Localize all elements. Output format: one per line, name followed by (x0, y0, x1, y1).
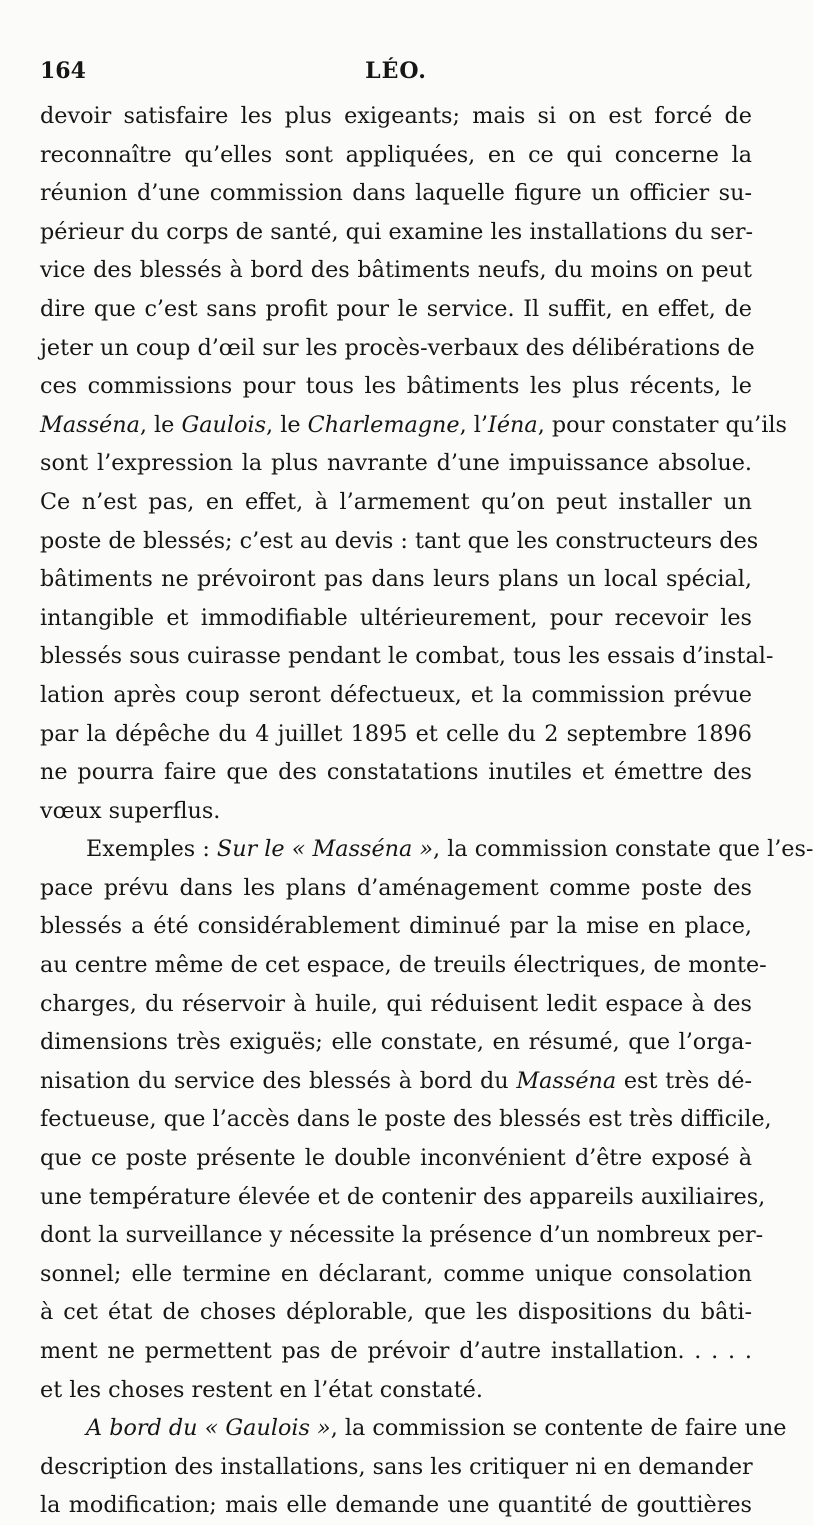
italic-text: A bord du « Gaulois » (86, 1415, 331, 1442)
text-span: poste de blessés; c’est au devis : tant que les constructeurs des (40, 527, 759, 554)
text-span: périeur du corps de santé, qui examine les installations du ser- (40, 218, 754, 245)
text-span: blessés sous cuirasse pendant le combat, tous les essais d’instal- (40, 643, 774, 670)
italic-text: Charlemagne (307, 411, 460, 438)
text-span: dire que c’est sans profit pour le service. Il suffit, en effet, de (40, 295, 752, 322)
text-span: et les choses restent en l’état constaté. (40, 1376, 483, 1403)
text-span: , la commission se contente de faire une (330, 1415, 787, 1442)
text-line (40, 715, 752, 754)
text-line (40, 946, 767, 985)
text-line (40, 290, 752, 329)
text-span: vice des blessés à bord des bâtiments neufs, du moins on peut (40, 257, 752, 284)
text-span: sont l’expression la plus navrante d’une impuissance absolue. (40, 450, 752, 477)
text-span: dimensions très exiguës; elle constate, en résumé, que l’orga- (40, 1029, 752, 1056)
text-span: , la commission constate que l’es- (433, 836, 813, 863)
text-span: nisation du service des blessés à bord du (40, 1067, 517, 1094)
text-span: au centre même de cet espace, de treuils électriques, de monte- (40, 952, 767, 979)
text-span: , le (139, 411, 182, 438)
italic-text: Masséna (516, 1067, 617, 1094)
text-line (40, 1409, 787, 1448)
text-line (40, 907, 752, 946)
text-line (40, 1139, 752, 1178)
text-line (40, 1486, 752, 1525)
text-line (40, 985, 752, 1024)
text-span: devoir satisfaire les plus exigeants; mais si on est forcé de (40, 103, 752, 129)
text-span: jeter un coup d’œil sur les procès-verbaux des délibérations de (40, 334, 755, 361)
text-line (40, 444, 752, 483)
text-line (40, 136, 752, 175)
text-span: , l’ (459, 411, 489, 438)
text-span: lation après coup seront défectueux, et la commission prévue (40, 681, 752, 708)
text-line (40, 1023, 752, 1062)
text-span: ne pourra faire que des constatations inutiles et émettre des (40, 759, 752, 786)
text-line (40, 560, 752, 599)
text-span: fectueuse, que l’accès dans le poste des blessés est très difficile, (40, 1106, 772, 1133)
text-span: une température élevée et de contenir des appareils auxiliaires, (40, 1183, 766, 1210)
text-line (40, 753, 752, 792)
text-span: ces commissions pour tous les bâtiments les plus récents, le (40, 373, 752, 400)
text-line (40, 483, 752, 522)
text-span: reconnaître qu’elles sont appliquées, en ce qui concerne la (40, 141, 752, 168)
text-line (40, 522, 759, 561)
text-line (40, 1448, 752, 1487)
text-line (40, 251, 752, 290)
text-line (40, 1216, 764, 1255)
text-line (40, 676, 752, 715)
italic-text: Sur le « Masséna » (216, 836, 434, 863)
italic-text: Iéna (488, 411, 538, 438)
text-line (40, 1100, 772, 1139)
text-span: intangible et immodifiable ultérieurement, pour recevoir les (40, 604, 752, 631)
text-line (40, 174, 752, 213)
text-span: est très dé- (616, 1067, 753, 1094)
text-line (40, 1293, 752, 1332)
text-span: pace prévu dans les plans d’aménagement comme poste des (40, 874, 752, 901)
text-line (40, 367, 752, 406)
text-span: charges, du réservoir à huile, qui réduisent ledit espace à des (40, 990, 752, 1017)
text-line (40, 1178, 766, 1217)
italic-text: Gaulois (181, 411, 267, 438)
text-line (40, 869, 752, 908)
text-span: sonnel; elle termine en déclarant, comme unique consolation (40, 1260, 752, 1287)
text-line (40, 1371, 752, 1410)
text-line (40, 329, 755, 368)
text-line (40, 830, 813, 869)
text-line (40, 1062, 752, 1101)
text-line (40, 637, 774, 676)
text-span: à cet état de choses déplorable, que les dispositions du bâti- (40, 1299, 752, 1326)
text-span: par la dépêche du 4 juillet 1895 et celle du 2 septembre 1896 (40, 720, 752, 747)
text-span: description des installations, sans les critiquer ni en demander (40, 1453, 753, 1480)
text-span: que ce poste présente le double inconvénient d’être exposé à (40, 1145, 752, 1172)
text-span: la modification; mais elle demande une quantité de gouttières (40, 1492, 752, 1519)
text-line (40, 97, 752, 136)
page-number: 164 (40, 58, 86, 84)
text-line (40, 792, 752, 831)
text-line (40, 406, 787, 445)
running-head: LÉO. (365, 58, 427, 84)
body-text (40, 97, 813, 1525)
text-span: , le (266, 411, 308, 438)
italic-text: Masséna (40, 411, 140, 438)
text-span: Ce n’est pas, en effet, à l’armement qu’on peut installer un (40, 488, 752, 515)
text-span: Exemples : (86, 836, 217, 863)
text-span: , pour constater qu’ils (537, 411, 787, 438)
text-span: vœux superflus. (40, 797, 221, 824)
text-span: ment ne permettent pas de prévoir d’autre installation. . . . . (40, 1338, 752, 1364)
text-line (40, 1332, 752, 1371)
text-line (40, 213, 752, 252)
page-header (40, 58, 752, 88)
text-span: bâtiments ne prévoiront pas dans leurs plans un local spécial, (40, 566, 752, 593)
text-line (40, 1255, 752, 1294)
text-line (40, 599, 752, 638)
text-span: blessés a été considérablement diminué par la mise en place, (40, 913, 752, 940)
text-span: réunion d’une commission dans laquelle figure un officier su- (40, 180, 752, 207)
text-span: dont la surveillance y nécessite la présence d’un nombreux per- (40, 1222, 764, 1249)
